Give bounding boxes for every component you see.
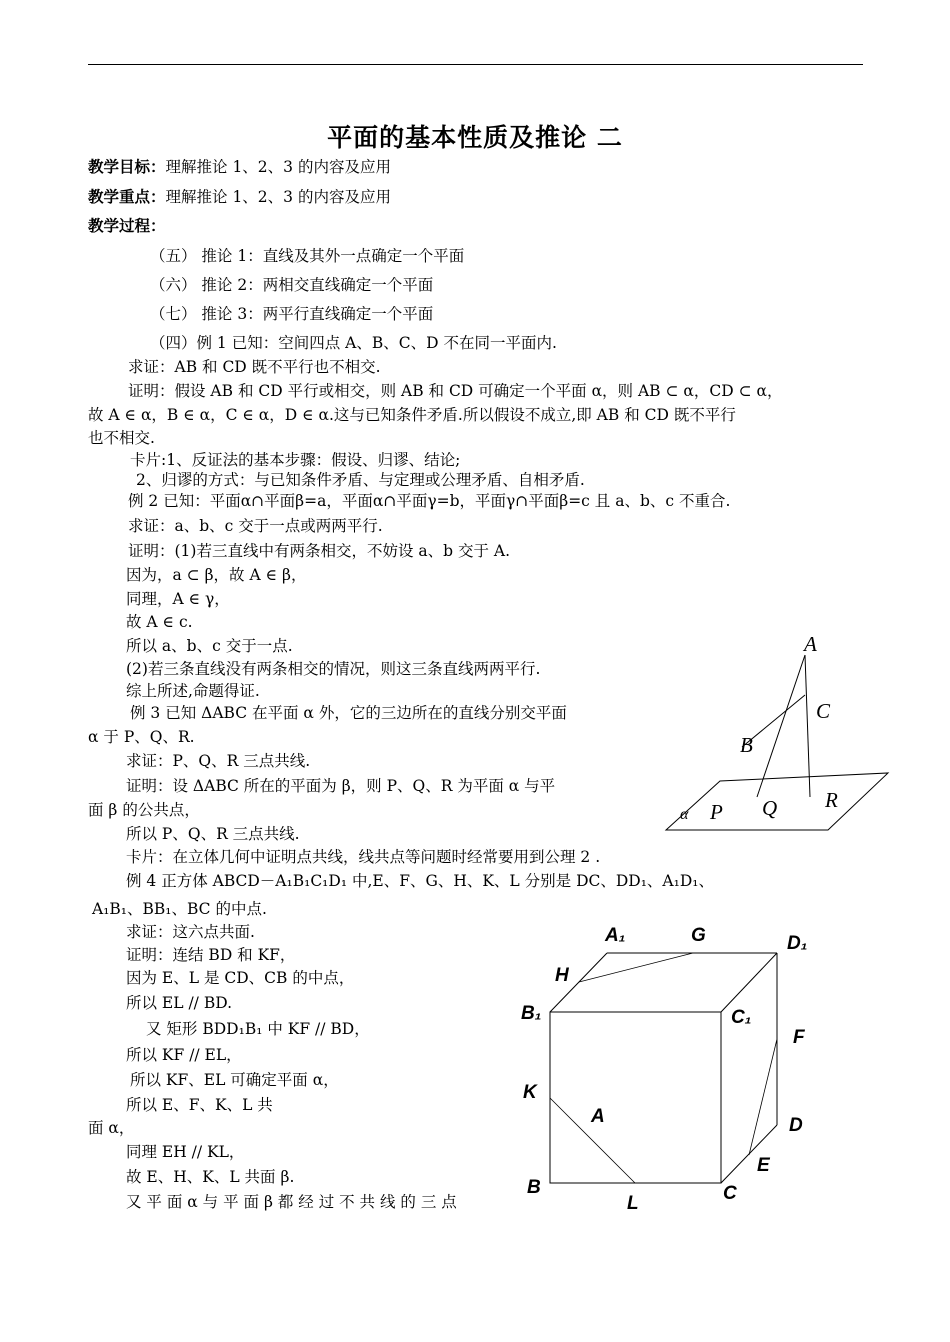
goal-text: 理解推论 1、2、3 的内容及应用 xyxy=(165,158,391,176)
text-line: 求证：AB 和 CD 既不平行也不相交. xyxy=(128,358,381,376)
text-line: 证明：连结 BD 和 KF， xyxy=(126,946,296,964)
text-line: 例 2 已知：平面α∩平面β=a，平面α∩平面γ=b，平面γ∩平面β=c 且 a、b、c 不重合. xyxy=(128,492,731,510)
line-ap xyxy=(757,655,805,797)
cube-front-face xyxy=(550,1012,721,1183)
text-line: 所以 EL // BD. xyxy=(126,994,233,1012)
focus-label: 教学重点： xyxy=(88,188,166,206)
goal-label: 教学目标： xyxy=(88,158,166,176)
text-line: 求证：这六点共面. xyxy=(126,923,255,941)
text-line: 又 平 面 α 与 平 面 β 都 经 过 不 共 线 的 三 点 xyxy=(126,1193,457,1211)
text-line: 综上所述,命题得证. xyxy=(126,682,260,700)
cube-figure xyxy=(515,915,825,1215)
text-line: 所以 a、b、c 交于一点. xyxy=(126,637,293,655)
label-alpha: α xyxy=(680,806,689,823)
text-line: 证明：假设 AB 和 CD 平行或相交，则 AB 和 CD 可确定一个平面 α，则 AB ⊂ α，CD ⊂ α， xyxy=(128,382,783,400)
label-K: K xyxy=(523,1082,537,1103)
label-A1: A₁ xyxy=(605,925,626,946)
text-line: 所以 KF // EL， xyxy=(126,1046,242,1064)
triangle-plane-figure xyxy=(660,625,890,835)
label-R: R xyxy=(825,788,838,812)
label-C: C xyxy=(816,699,831,723)
text-line: 卡片：在立体几何中证明点共线，线共点等问题时经常要用到公理 2 . xyxy=(126,848,601,866)
text-line: （四）例 1 已知：空间四点 A、B、C、D 不在同一平面内. xyxy=(150,334,557,352)
header-rule xyxy=(88,64,863,65)
segment-fe xyxy=(749,1039,777,1155)
label-Q: Q xyxy=(762,796,778,820)
label-A: A xyxy=(804,632,817,656)
focus-line xyxy=(88,187,391,207)
label-F: F xyxy=(793,1027,805,1048)
text-line: 也不相交. xyxy=(88,429,155,447)
text-line: （七） 推论 3：两平行直线确定一个平面 xyxy=(150,305,434,323)
goal-line xyxy=(88,157,391,177)
text-line: 2、归谬的方式：与已知条件矛盾、与定理或公理矛盾、自相矛盾. xyxy=(136,471,585,489)
text-line: 证明：(1)若三直线中有两条相交，不妨设 a、b 交于 A. xyxy=(128,542,511,560)
text-line: 因为，a ⊂ β，故 A ∈ β， xyxy=(126,566,307,584)
page-title: 平面的基本性质及推论 二 xyxy=(327,123,623,152)
label-C1: C₁ xyxy=(731,1007,752,1028)
text-line: 卡片:1、反证法的基本步骤：假设、归谬、结论; xyxy=(130,451,461,469)
text-line: 所以 P、Q、R 三点共线. xyxy=(126,825,300,843)
text-line: 所以 E、F、K、L 共 xyxy=(126,1096,273,1114)
label-D1: D₁ xyxy=(787,933,808,954)
label-L: L xyxy=(627,1193,639,1214)
text-line: 例 3 已知 ΔABC 在平面 α 外，它的三边所在的直线分别交平面 xyxy=(130,704,567,722)
text-line: （六） 推论 2：两相交直线确定一个平面 xyxy=(150,276,434,294)
text-line: 故 A ∈ c. xyxy=(126,613,193,631)
text-line: 面 β 的公共点， xyxy=(88,801,200,819)
text-line: α 于 P、Q、R. xyxy=(88,728,195,746)
text-line: 故 A ∈ α，B ∈ α，C ∈ α，D ∈ α.这与已知条件矛盾.所以假设不成立,即 AB 和 CD 既不平行 xyxy=(88,406,736,424)
label-H: H xyxy=(555,965,569,986)
label-D: D xyxy=(789,1115,803,1136)
text-line: 又 矩形 BDD₁B₁ 中 KF // BD， xyxy=(146,1020,370,1038)
segment-hg xyxy=(579,953,693,982)
text-line: 例 4 正方体 ABCD－A₁B₁C₁D₁ 中,E、F、G、H、K、L 分别是 DC、DD₁、A₁D₁、 xyxy=(126,872,714,890)
text-line: 所以 KF、EL 可确定平面 α， xyxy=(130,1071,339,1089)
text-line: 面 α， xyxy=(88,1119,135,1137)
label-B1: B₁ xyxy=(521,1003,542,1024)
text-line: 同理，A ∈ γ， xyxy=(126,590,230,608)
text-line: 故 E、H、K、L 共面 β. xyxy=(126,1168,295,1186)
label-G: G xyxy=(691,925,706,946)
text-line: 因为 E、L 是 CD、CB 的中点， xyxy=(126,969,355,987)
text-line: 求证：a、b、c 交于一点或两两平行. xyxy=(128,517,383,535)
text-line: 证明：设 ΔABC 所在的平面为 β，则 P、Q、R 为平面 α 与平 xyxy=(126,777,556,795)
process-label: 教学过程： xyxy=(88,217,166,235)
label-P: P xyxy=(710,800,723,824)
label-A: A xyxy=(591,1106,605,1127)
edge-c1-d1 xyxy=(721,953,777,1012)
label-C: C xyxy=(723,1183,737,1204)
text-line: A₁B₁、BB₁、BC 的中点. xyxy=(92,900,267,918)
label-B: B xyxy=(527,1177,541,1198)
text-line: （五） 推论 1：直线及其外一点确定一个平面 xyxy=(150,247,465,265)
text-line: 同理 EH // KL， xyxy=(126,1143,245,1161)
line-ar xyxy=(805,655,810,797)
label-B: B xyxy=(740,733,753,757)
text-line: (2)若三条直线没有两条相交的情况，则这三条直线两两平行. xyxy=(126,660,541,678)
text-line: 求证：P、Q、R 三点共线. xyxy=(126,752,311,770)
label-E: E xyxy=(757,1155,770,1176)
focus-text: 理解推论 1、2、3 的内容及应用 xyxy=(165,188,391,206)
